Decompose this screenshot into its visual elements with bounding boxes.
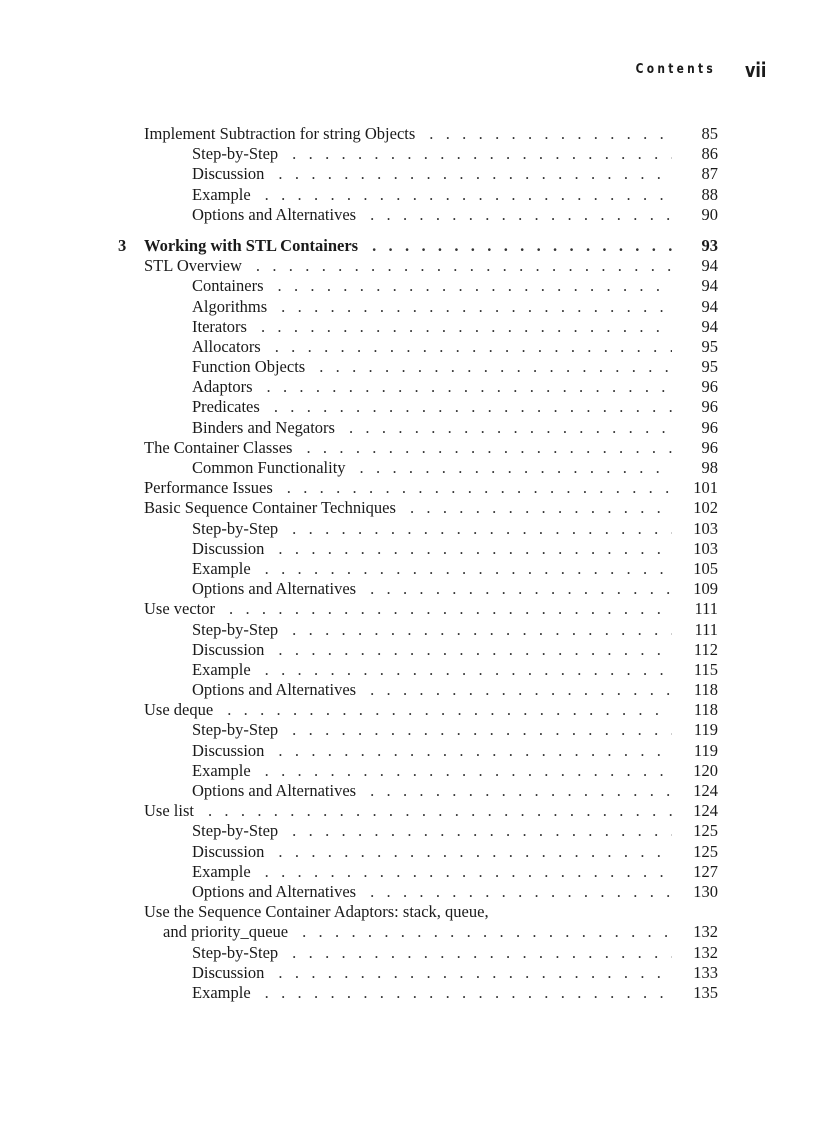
dot-leader — [278, 963, 672, 983]
toc-entry-title: Discussion — [192, 639, 265, 659]
toc-entry-page: 94 — [701, 256, 718, 276]
toc-subsection-entry — [0, 720, 816, 740]
toc-entry-title: Binders and Negators — [192, 417, 335, 437]
dot-leader — [278, 276, 673, 296]
toc-entry-title: Step-by-Step — [192, 942, 279, 962]
toc-entry-title: Implement Subtraction for string Objects — [144, 124, 416, 143]
toc-entry-title: Containers — [192, 276, 264, 296]
toc-entry-page: 87 — [701, 164, 718, 184]
page-number: vii — [745, 58, 767, 82]
toc-entry-page: 85 — [701, 124, 718, 143]
dot-leader — [370, 205, 672, 225]
toc-entry-page: 93 — [701, 235, 718, 255]
toc-section-entry — [0, 478, 816, 498]
toc-entry-title: Algorithms — [192, 296, 268, 316]
toc-entry-page: 119 — [693, 720, 718, 740]
toc-subsection-entry — [0, 640, 816, 660]
toc-entry-title: The Container Classes — [144, 437, 293, 457]
toc-entry-title: Discussion — [192, 538, 265, 558]
toc-entry-page: 98 — [701, 458, 718, 477]
dot-leader — [278, 640, 672, 660]
toc-entry-title: Working with STL Containers — [144, 235, 359, 255]
toc-entry-page: 109 — [693, 579, 718, 599]
dot-leader — [360, 458, 672, 478]
toc-subsection-entry — [0, 579, 816, 599]
dot-leader — [256, 256, 672, 276]
toc-entry-page: 112 — [693, 639, 718, 659]
toc-entry-page: 96 — [701, 417, 718, 437]
toc-entry-title: Step-by-Step — [192, 518, 279, 538]
toc-chapter-entry — [0, 236, 816, 256]
toc-entry-page: 88 — [701, 184, 718, 204]
toc-entry-title: Discussion — [192, 164, 265, 184]
toc-entry-page: 111 — [694, 619, 718, 639]
toc-entry-title: Example — [192, 558, 251, 578]
dot-leader — [267, 377, 673, 397]
dot-leader — [278, 741, 672, 761]
toc-entry-page: 103 — [693, 538, 718, 558]
dot-leader — [370, 781, 672, 801]
dot-leader — [349, 418, 672, 438]
toc-subsection-entry — [0, 660, 816, 680]
dot-leader — [287, 478, 672, 498]
toc-entry-page: 105 — [693, 558, 718, 578]
toc-entry-title: Predicates — [192, 397, 260, 417]
toc-subsection-entry — [0, 761, 816, 781]
toc-entry-title: Discussion — [192, 962, 265, 982]
dot-leader — [292, 144, 672, 164]
toc-subsection-entry — [0, 337, 816, 357]
toc-entry-page: 86 — [701, 144, 718, 164]
toc-entry-page: 118 — [693, 680, 718, 700]
toc-entry-title: Allocators — [192, 336, 261, 356]
dot-leader — [278, 164, 672, 184]
toc-section-entry — [0, 256, 816, 276]
toc-entry-page: 133 — [693, 962, 718, 982]
toc-subsection-entry — [0, 862, 816, 882]
dot-leader — [274, 397, 672, 417]
dot-leader — [410, 498, 672, 518]
toc-subsection-entry — [0, 276, 816, 296]
dot-leader — [370, 882, 672, 902]
chapter-number: 3 — [118, 235, 127, 255]
toc-entry-title: Function Objects — [192, 357, 306, 377]
toc-subsection-entry — [0, 397, 816, 417]
toc-entry-title: Options and Alternatives — [192, 781, 357, 800]
dot-leader — [370, 579, 672, 599]
dot-leader — [227, 700, 672, 720]
toc-subsection-entry — [0, 539, 816, 559]
toc-subsection-entry — [0, 317, 816, 337]
toc-section-entry — [0, 124, 816, 144]
toc-entry-title: Step-by-Step — [192, 821, 279, 841]
toc-subsection-entry — [0, 519, 816, 539]
toc-entry-title: Adaptors — [192, 377, 253, 397]
toc-entry-title: Common Functionality — [192, 458, 346, 477]
toc-entry-title: Options and Alternatives — [192, 579, 357, 599]
toc-subsection-entry — [0, 821, 816, 841]
running-header — [0, 58, 816, 84]
toc-entry-title: Discussion — [192, 740, 265, 760]
table-of-contents — [0, 124, 816, 1003]
dot-leader — [265, 983, 672, 1003]
toc-subsection-entry — [0, 357, 816, 377]
toc-entry-title: Use deque — [144, 700, 214, 720]
toc-entry-page: 118 — [693, 700, 718, 720]
toc-entry-title: Step-by-Step — [192, 720, 279, 740]
toc-entry-page: 124 — [693, 801, 718, 821]
toc-entry-title: Options and Alternatives — [192, 881, 357, 901]
toc-subsection-entry — [0, 781, 816, 801]
toc-entry-page: 115 — [693, 659, 718, 679]
toc-section-entry — [0, 498, 816, 518]
dot-leader — [292, 620, 672, 640]
toc-entry-page: 130 — [693, 881, 718, 901]
toc-subsection-entry — [0, 943, 816, 963]
dot-leader — [265, 185, 672, 205]
toc-section-entry — [0, 801, 816, 821]
toc-entry-page: 96 — [701, 397, 718, 417]
toc-entry-title: Use the Sequence Container Adaptors: stack, queue, — [144, 902, 489, 922]
toc-entry-page: 103 — [693, 518, 718, 538]
toc-entry-title: Basic Sequence Container Techniques — [144, 498, 396, 518]
dot-leader — [319, 357, 672, 377]
toc-entry-page: 94 — [701, 296, 718, 316]
toc-entry-page: 101 — [693, 478, 718, 498]
toc-entry-page: 96 — [701, 437, 718, 457]
toc-entry-page: 132 — [693, 922, 718, 942]
toc-entry-title: Example — [192, 760, 251, 780]
toc-entry-title: Example — [192, 659, 251, 679]
toc-section-entry — [0, 438, 816, 458]
toc-subsection-entry — [0, 882, 816, 902]
dot-leader — [429, 124, 672, 144]
toc-subsection-entry — [0, 418, 816, 438]
toc-entry-title: Example — [192, 184, 251, 204]
dot-leader — [292, 821, 672, 841]
dot-leader — [278, 539, 672, 559]
toc-entry-page: 95 — [701, 336, 718, 356]
toc-subsection-entry — [0, 842, 816, 862]
toc-entry-page: 96 — [701, 377, 718, 397]
toc-subsection-entry — [0, 559, 816, 579]
toc-entry-title: Step-by-Step — [192, 144, 279, 164]
toc-subsection-entry — [0, 164, 816, 184]
toc-entry-title: Iterators — [192, 316, 247, 336]
dot-leader — [265, 862, 672, 882]
running-header-label: Contents — [635, 62, 716, 77]
toc-subsection-entry — [0, 144, 816, 164]
toc-entry-title: Performance Issues — [144, 478, 273, 498]
toc-entry-title: Example — [192, 982, 251, 1002]
toc-entry-page: 124 — [693, 781, 718, 800]
dot-leader — [208, 801, 672, 821]
dot-leader — [306, 438, 672, 458]
toc-entry-title: Options and Alternatives — [192, 680, 357, 700]
dot-leader — [292, 720, 672, 740]
dot-leader — [275, 337, 672, 357]
toc-subsection-entry — [0, 185, 816, 205]
toc-entry-page: 94 — [701, 316, 718, 336]
toc-subsection-entry — [0, 297, 816, 317]
toc-entry-page: 102 — [693, 498, 718, 518]
toc-section-entry — [0, 599, 816, 619]
toc-entry-page: 90 — [701, 204, 718, 224]
toc-section-entry-continued — [0, 922, 816, 942]
toc-entry-page: 125 — [693, 821, 718, 841]
toc-entry-title: Options and Alternatives — [192, 204, 357, 224]
toc-entry-title: Example — [192, 861, 251, 881]
toc-entry-page: 94 — [701, 276, 718, 296]
toc-entry-title: Use vector — [144, 599, 216, 619]
dot-leader — [281, 297, 672, 317]
dot-leader — [370, 680, 672, 700]
toc-entry-title: Step-by-Step — [192, 619, 279, 639]
dot-leader — [372, 236, 672, 256]
toc-entry-page: 132 — [693, 942, 718, 962]
toc-entry-title: and priority_queue — [163, 922, 289, 942]
toc-subsection-entry — [0, 377, 816, 397]
dot-leader — [265, 660, 672, 680]
toc-subsection-entry — [0, 983, 816, 1003]
toc-subsection-entry — [0, 620, 816, 640]
toc-entry-page: 135 — [693, 982, 718, 1002]
toc-entry-page: 125 — [693, 841, 718, 861]
toc-subsection-entry — [0, 741, 816, 761]
toc-subsection-entry — [0, 963, 816, 983]
dot-leader — [261, 317, 672, 337]
toc-entry-page: 119 — [693, 740, 718, 760]
toc-entry-page: 95 — [701, 357, 718, 377]
toc-subsection-entry — [0, 205, 816, 225]
toc-entry-title: Discussion — [192, 841, 265, 861]
dot-leader — [265, 761, 672, 781]
toc-entry-page: 120 — [693, 760, 718, 780]
dot-leader — [292, 943, 672, 963]
toc-entry-title: Use list — [144, 801, 194, 821]
toc-subsection-entry — [0, 680, 816, 700]
toc-entry-page: 127 — [693, 861, 718, 881]
dot-leader — [229, 599, 672, 619]
dot-leader — [278, 842, 672, 862]
toc-section-entry — [0, 902, 816, 922]
dot-leader — [302, 922, 672, 942]
toc-subsection-entry — [0, 458, 816, 478]
toc-entry-page: 111 — [694, 599, 718, 619]
toc-section-entry — [0, 700, 816, 720]
toc-entry-title: STL Overview — [144, 256, 242, 276]
dot-leader — [292, 519, 672, 539]
dot-leader — [265, 559, 672, 579]
